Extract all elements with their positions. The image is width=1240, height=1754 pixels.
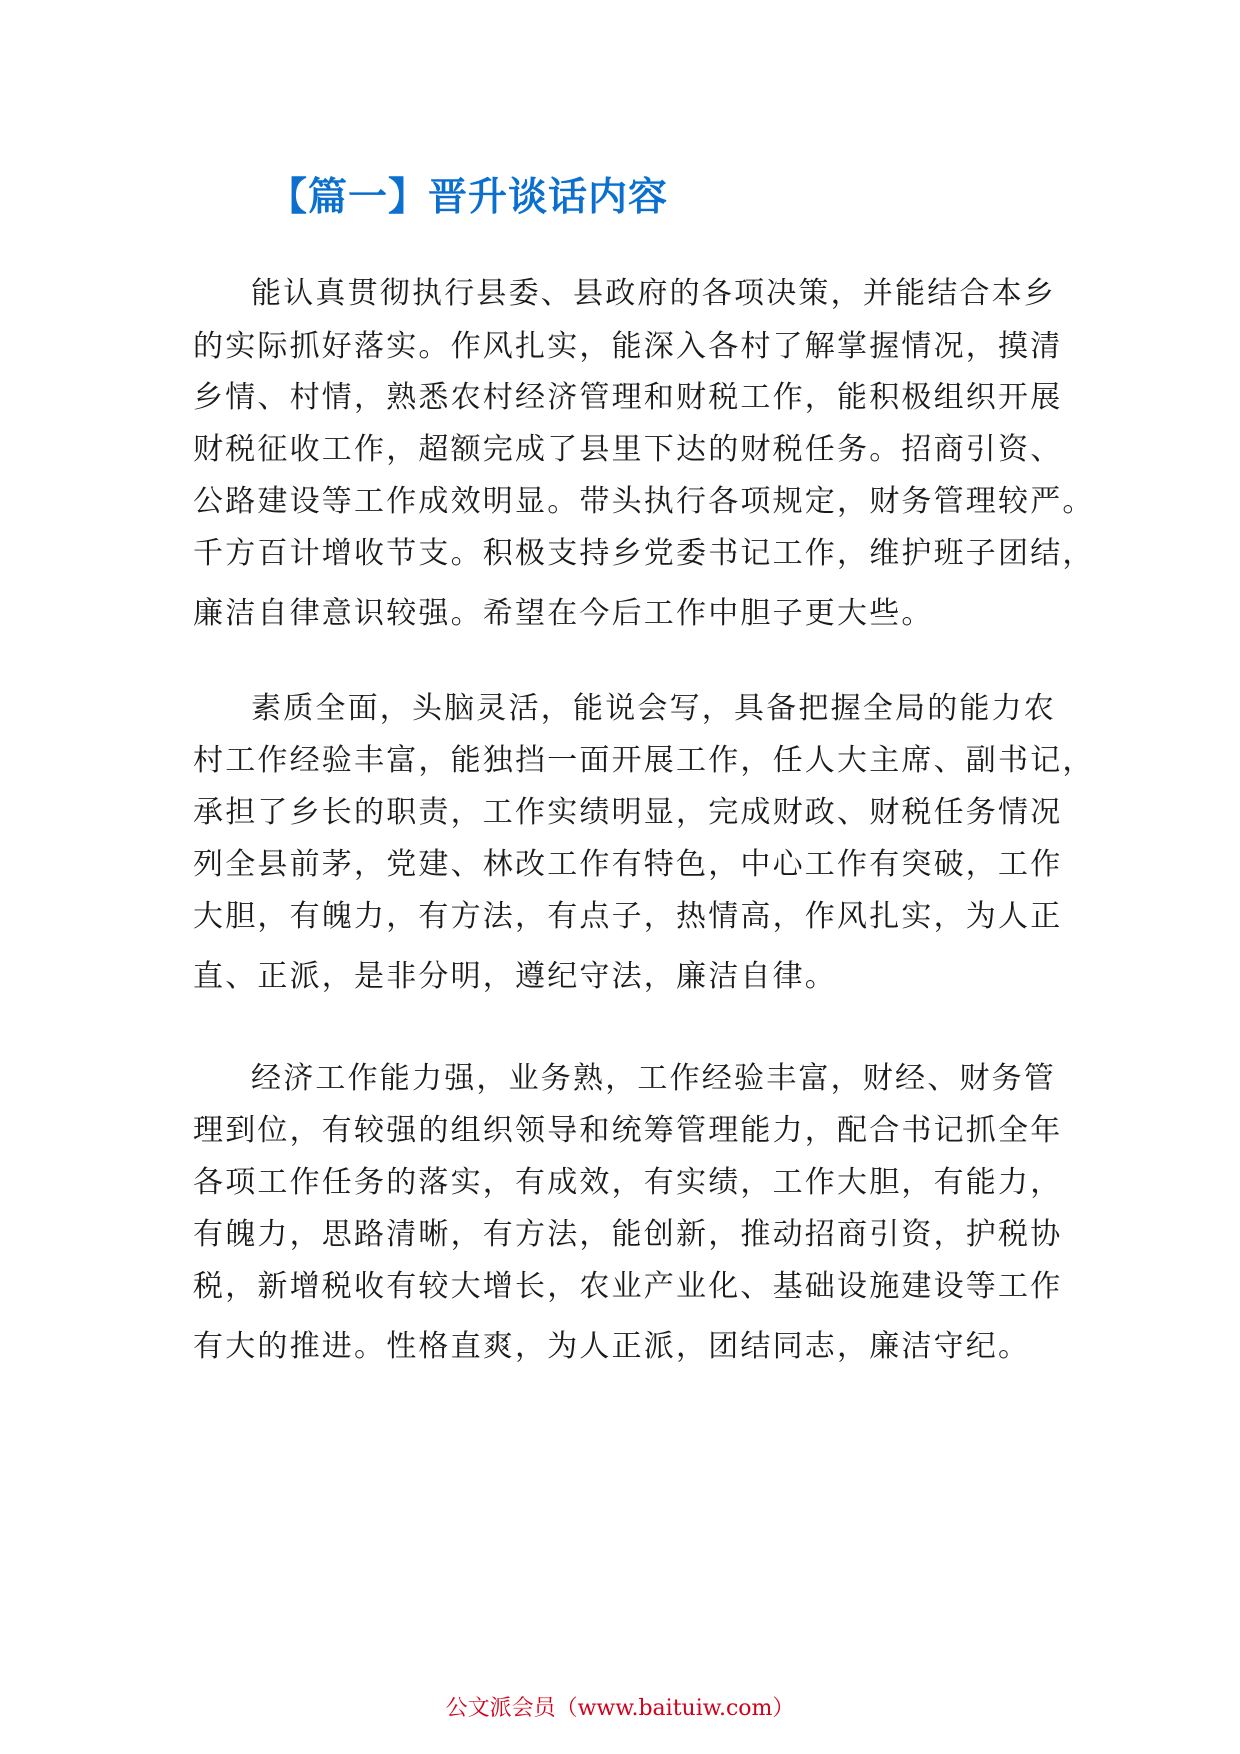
paragraph-line: 乡情、村情，熟悉农村经济管理和财税工作，能积极组织开展 xyxy=(193,380,1063,415)
paragraph-line: 廉洁自律意识较强。希望在今后工作中胆子更大些。 xyxy=(193,596,934,631)
paragraph-line: 素质全面，头脑灵活，能说会写，具备把握全局的能力农 xyxy=(251,691,1056,726)
paragraph-line: 各项工作任务的落实，有成效，有实绩，工作大胆，有能力， xyxy=(193,1165,1063,1200)
paragraph-line: 公路建设等工作成效明显。带头执行各项规定，财务管理较严。 xyxy=(193,484,1095,519)
paragraph-line: 的实际抓好落实。作风扎实，能深入各村了解掌握情况，摸清 xyxy=(193,329,1063,364)
paragraph-line: 税，新增税收有较大增长，农业产业化、基础设施建设等工作 xyxy=(193,1269,1063,1304)
paragraph-line: 大胆，有魄力，有方法，有点子，热情高，作风扎实，为人正 xyxy=(193,899,1063,934)
document-title: 【篇一】晋升谈话内容 xyxy=(268,175,669,220)
footer-watermark[interactable]: 公文派会员（www.baituiw.com） xyxy=(445,1696,795,1721)
paragraph-line: 村工作经验丰富，能独挡一面开展工作，任人大主席、副书记， xyxy=(193,743,1095,778)
paragraph-line: 理到位，有较强的组织领导和统筹管理能力，配合书记抓全年 xyxy=(193,1113,1063,1148)
paragraph-line: 直、正派，是非分明，遵纪守法，廉洁自律。 xyxy=(193,959,837,994)
paragraph-line: 有魄力，思路清晰，有方法，能创新，推动招商引资，护税协 xyxy=(193,1217,1063,1252)
paragraph-line: 财税征收工作，超额完成了县里下达的财税任务。招商引资、 xyxy=(193,432,1063,467)
paragraph-line: 能认真贯彻执行县委、县政府的各项决策，并能结合本乡 xyxy=(251,276,1056,311)
paragraph-line: 列全县前茅，党建、林改工作有特色，中心工作有突破，工作 xyxy=(193,847,1063,882)
paragraph-line: 经济工作能力强，业务熟，工作经验丰富，财经、财务管 xyxy=(251,1061,1056,1096)
paragraph-line: 千方百计增收节支。积极支持乡党委书记工作，维护班子团结， xyxy=(193,536,1095,571)
paragraph-line: 承担了乡长的职责，工作实绩明显，完成财政、财税任务情况 xyxy=(193,795,1063,830)
paragraph-line: 有大的推进。性格直爽，为人正派，团结同志，廉洁守纪。 xyxy=(193,1329,1031,1364)
